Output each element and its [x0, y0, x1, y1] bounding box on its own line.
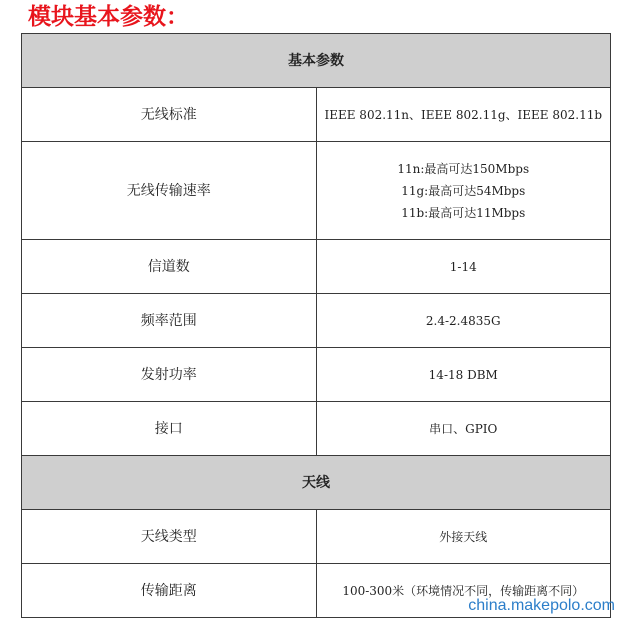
row-value-channels: 1-14 [316, 240, 611, 294]
table-row-power [22, 348, 611, 402]
row-label-interface: 接口 [22, 402, 317, 456]
table-row-rate [22, 142, 611, 240]
spec-table [21, 33, 611, 618]
section-header-basic [22, 34, 611, 88]
row-value-standard: IEEE 802.11n、IEEE 802.11g、IEEE 802.11b [316, 88, 611, 142]
table-row-interface [22, 402, 611, 456]
rate-line-11b: 11b:最高可达11Mbps [401, 205, 526, 220]
row-value-power: 14-18 DBM [316, 348, 611, 402]
watermark: china.makepolo.com [468, 597, 615, 614]
section-title-basic: 基本参数 [22, 34, 611, 88]
row-label-antenna-type: 天线类型 [22, 510, 317, 564]
section-title-antenna: 天线 [22, 456, 611, 510]
row-label-distance: 传输距离 [22, 564, 317, 618]
row-value-rate [316, 142, 611, 240]
row-label-power: 发射功率 [22, 348, 317, 402]
row-label-channels: 信道数 [22, 240, 317, 294]
row-value-frequency: 2.4-2.4835G [316, 294, 611, 348]
row-label-standard: 无线标准 [22, 88, 317, 142]
section-header-antenna [22, 456, 611, 510]
rate-line-11n: 11n:最高可达150Mbps [397, 161, 530, 176]
row-value-interface: 串口、GPIO [316, 402, 611, 456]
row-value-antenna-type: 外接天线 [316, 510, 611, 564]
table-row-frequency [22, 294, 611, 348]
table-row-antenna-type [22, 510, 611, 564]
rate-line-11g: 11g:最高可达54Mbps [401, 183, 526, 198]
row-value-distance: 100-300米（环境情况不同，传输距离不同） [316, 564, 611, 618]
row-label-rate: 无线传输速率 [22, 142, 317, 240]
table-row-standard [22, 88, 611, 142]
table-row-channels [22, 240, 611, 294]
row-label-frequency: 频率范围 [22, 294, 317, 348]
page-heading: 模块基本参数： [28, 4, 189, 30]
